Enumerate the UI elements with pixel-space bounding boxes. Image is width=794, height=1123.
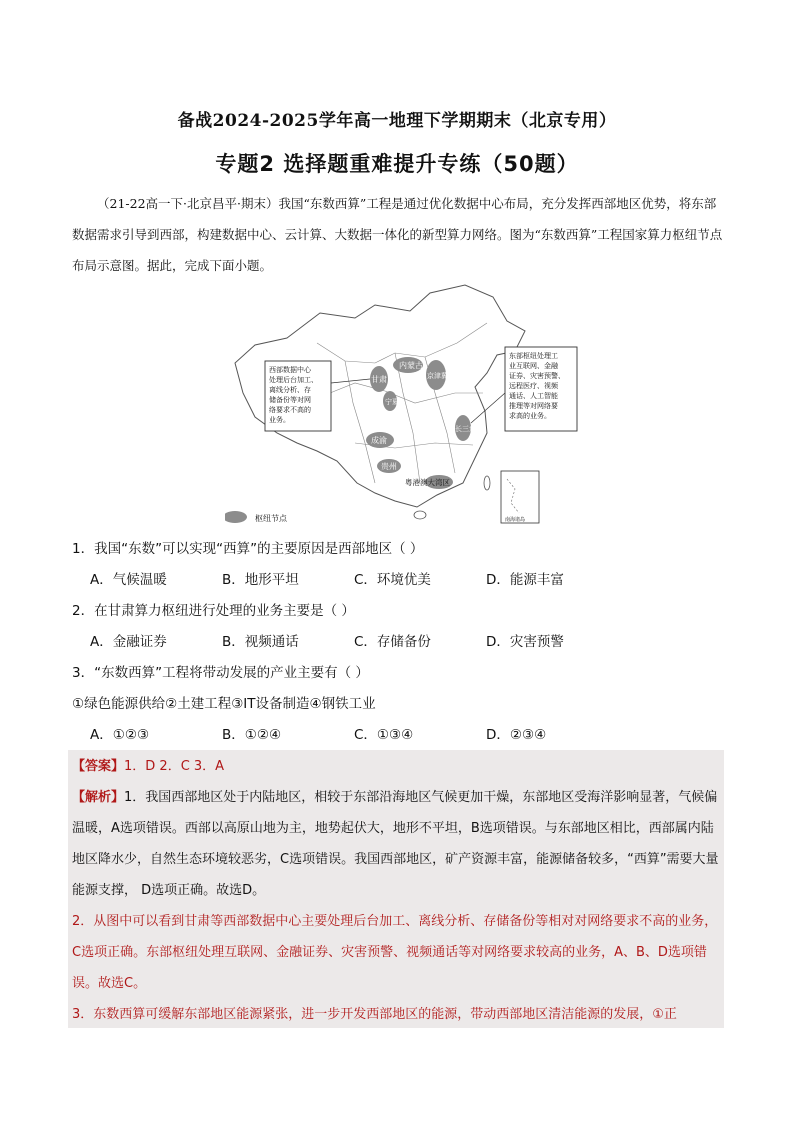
q1-option-c: C．环境优美 (354, 572, 431, 588)
intro-source: （21-22高一下·北京昌平·期末） (97, 196, 279, 211)
node-guizhou-label: 贵州 (381, 462, 397, 471)
east-box-line-5: 通话、人工智能 (509, 392, 558, 400)
q2-option-d: D．灾害预警 (486, 634, 564, 650)
question-1-options (90, 568, 720, 588)
node-yuegangao-label: 粤港澳大湾区 (405, 478, 450, 487)
node-chengyu-label: 成渝 (371, 436, 387, 445)
south-sea-inset (501, 471, 539, 523)
answer-label: 【答案】 (72, 759, 125, 774)
inset-label: 南海诸岛 (505, 517, 526, 523)
node-jingjinji-label: 京津冀 (427, 372, 448, 380)
east-box-line-7: 求高的业务。 (509, 412, 551, 420)
q1-option-a: A．气候温暖 (90, 572, 167, 588)
q1-option-b: B．地形平坦 (222, 572, 299, 588)
node-ningxia-label: 宁夏 (385, 398, 399, 406)
q3-option-c: C．①③④ (354, 727, 414, 743)
west-box-line-2: 处理后台加工、 (269, 376, 318, 384)
west-box-line-5: 络要求不高的 (269, 406, 311, 414)
document-subtitle: 专题2 选择题重难提升专练（50题） (215, 152, 579, 176)
q2-option-c: C．存储备份 (354, 634, 431, 650)
intro-text: 我国“东数西算”工程是通过优化数据中心布局，充分发挥西部地区优势，将东部数据需求引导到西部，构建数据中心、云计算、大数据一体化的新型算力网络。图为“东数西算”工程国家算力枢纽节点布局示意图。据此，完成下面小题。 (72, 196, 723, 273)
intro-paragraph (72, 188, 728, 281)
analysis-label: 【解析】 (72, 790, 125, 805)
q2-option-b: B．视频通话 (222, 634, 299, 650)
west-box-line-4: 储备份等对网 (269, 396, 311, 404)
analysis-section (72, 782, 724, 1030)
question-2-options (90, 630, 720, 650)
analysis-p2: 2．从图中可以看到甘肃等西部数据中心主要处理后台加工、离线分析、存储备份等相对对网络要求不高的业务， C选项正确。东部枢纽处理互联网、金融证券、灾害预警、视频通话等对网络要求较高的业务，A、B、D选项错误。故选C。 (72, 914, 718, 991)
document-title: 备战2024-2025学年高一地理下学期期末（北京专用） (177, 111, 617, 131)
west-box-line-1: 西部数据中心 (269, 366, 311, 374)
legend-node-swatch (225, 511, 247, 523)
east-box-line-1: 东部枢纽处理工 (509, 352, 558, 360)
node-gansu-label: 甘肃 (371, 375, 387, 384)
west-box-line-6: 业务。 (269, 416, 290, 424)
q3-option-a: A．①②③ (90, 727, 150, 743)
question-3-stem: 3．“东数西算”工程将带动发展的产业主要有（ ） (72, 665, 369, 681)
west-box-line-3: 离线分析、存 (269, 386, 311, 394)
east-box-line-2: 业互联网、金融 (509, 362, 558, 370)
node-changsanjiao-label: 长三角 (455, 425, 476, 433)
china-map-figure (225, 283, 585, 528)
answer-text: 1．D 2．C 3．A (124, 759, 225, 774)
question-3-options (90, 723, 720, 743)
q3-option-b: B．①②④ (222, 727, 282, 743)
question-2-stem: 2．在甘肃算力枢纽进行处理的业务主要是（ ） (72, 603, 355, 619)
east-box-line-3: 证券、灾害预警、 (509, 372, 565, 380)
question-1-stem: 1．我国“东数”可以实现“西算”的主要原因是西部地区（ ） (72, 541, 424, 557)
east-box-line-6: 推理等对网络要 (509, 402, 558, 410)
answer-section (72, 751, 724, 782)
q3-option-d: D．②③④ (486, 727, 547, 743)
east-box-line-4: 远程医疗、视频 (509, 382, 558, 390)
question-3-sub: ①绿色能源供给②土建工程③IT设备制造④钢铁工业 (72, 696, 376, 712)
node-neimenggu-label: 内蒙古 (399, 361, 423, 370)
legend-label: 枢纽节点 (255, 514, 287, 523)
q1-option-d: D．能源丰富 (486, 572, 564, 588)
analysis-p1: 1．我国西部地区处于内陆地区，相较于东部沿海地区气候更加干燥，东部地区受海洋影响显著，气候偏温暖，A选项错误。西部以高原山地为主，地势起伏大，地形不平坦，B选项错误。与东部地区相比，西部属内陆地区降水少，自然生态环境较恶劣，C选项错误。我国西部地区，矿产资源丰富，能源储备较多，“西算”需要大量能源支撑， D选项正确。故选D。 (72, 790, 719, 898)
analysis-p3: 3．东数西算可缓解东部地区能源紧张，进一步开发西部地区的能源，带动西部地区清洁能源的发展，①正 (72, 1007, 677, 1022)
q2-option-a: A．金融证券 (90, 634, 167, 650)
